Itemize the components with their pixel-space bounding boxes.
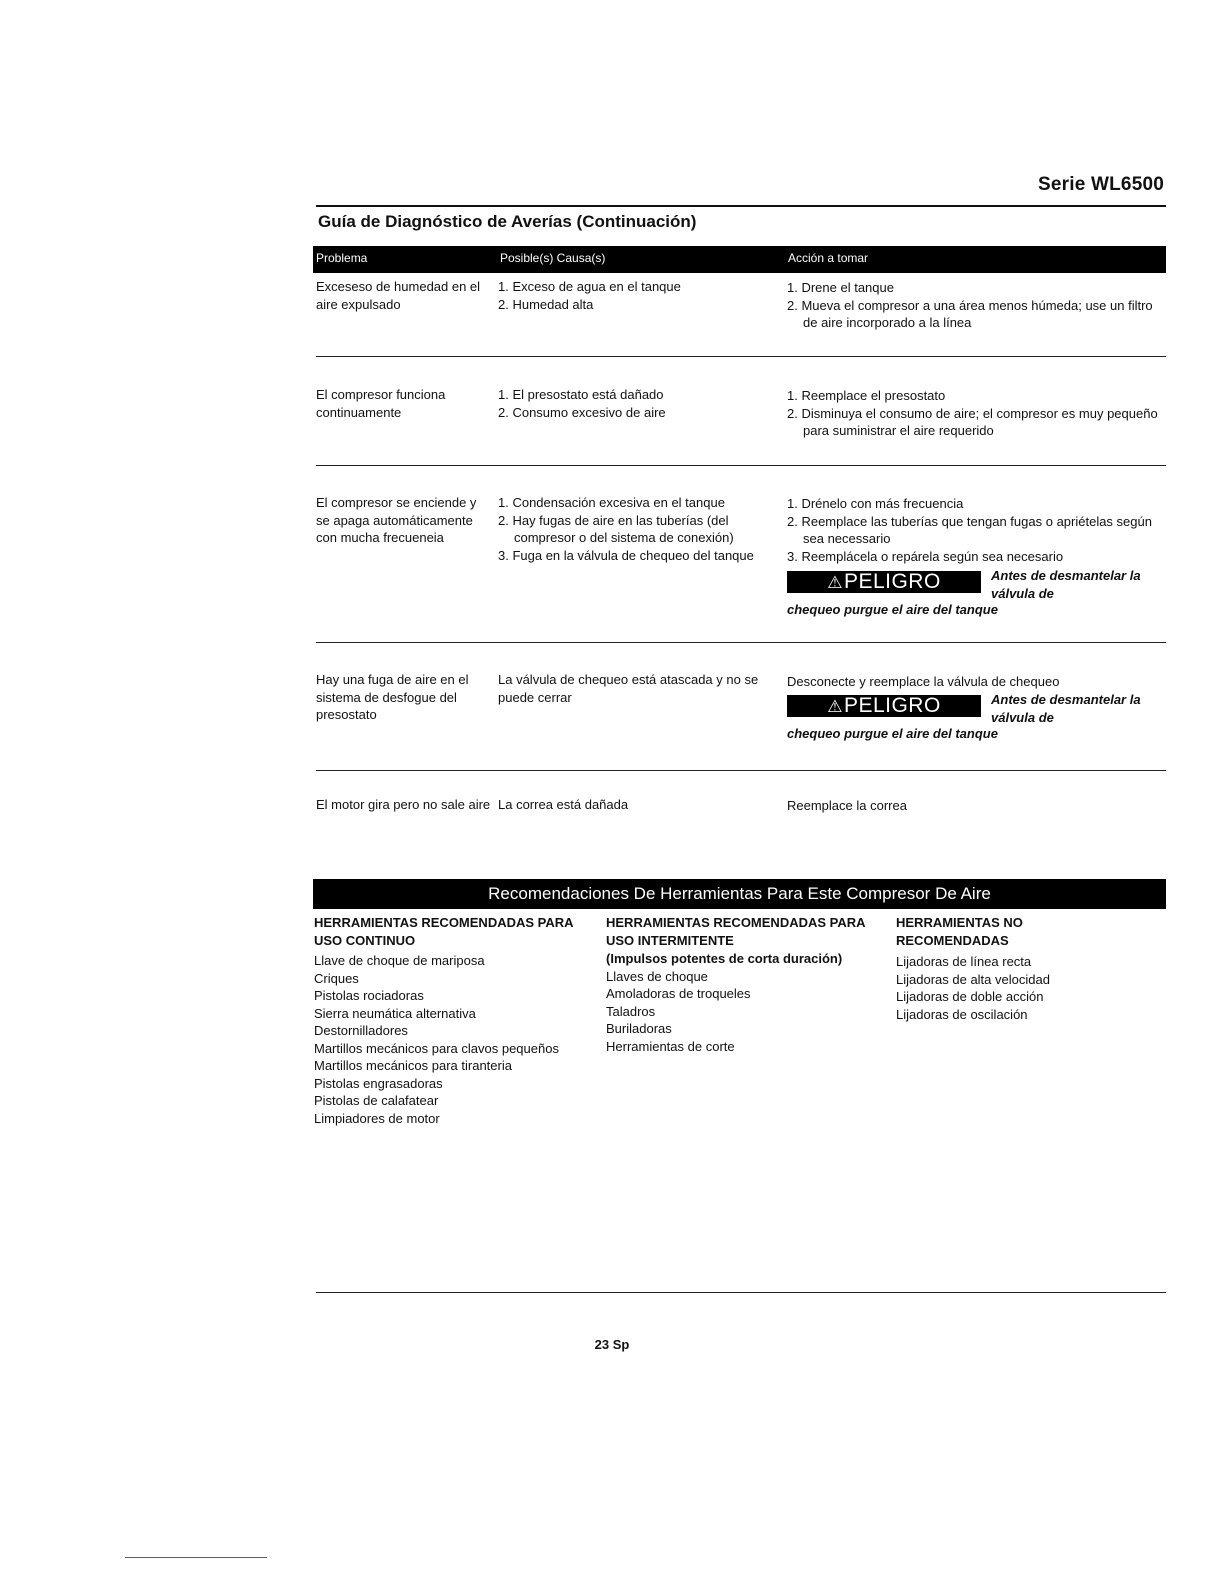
- cause-item: 1. El presostato está dañado: [498, 387, 664, 402]
- footer-divider: [316, 1292, 1166, 1293]
- row-divider: [316, 642, 1166, 643]
- action-item: Reemplace la correa: [787, 798, 907, 813]
- footer-link-line: [125, 1557, 267, 1558]
- tools-intermittent: [606, 914, 886, 1055]
- cause-item: 1. Exceso de agua en el tanque: [498, 279, 681, 294]
- list-item: Buriladoras: [606, 1021, 672, 1036]
- list-item: Destornilladores: [314, 1023, 408, 1038]
- danger-badge: ⚠PELIGRO: [787, 695, 981, 717]
- danger-warning: [787, 567, 1162, 625]
- list-item: Sierra neumática alternativa: [314, 1005, 476, 1021]
- series-title: Serie WL6500: [1038, 174, 1164, 195]
- tools-section-title: Recomendaciones De Herramientas Para Este Compresor De Aire: [313, 879, 1166, 909]
- list-item: Lijadoras de oscilación: [896, 1006, 1028, 1022]
- tools-not-recommended-list: [896, 953, 1116, 1023]
- list-item: Llave de choque de mariposa: [314, 953, 485, 968]
- action-item: 2. Mueva el compresor a una área menos húmeda; use un filtro de aire incorporado a la línea: [787, 297, 1153, 330]
- cause-item: La correa está dañada: [498, 797, 629, 812]
- warning-text: chequeo purgue el aire del tanque: [787, 602, 998, 617]
- row-divider: [316, 770, 1166, 771]
- action-item: 2. Reemplace las tuberías que tengan fugas o apriételas según sea necessario: [787, 513, 1152, 546]
- list-item: Limpiadores de motor: [314, 1110, 440, 1126]
- row-2-causes: [498, 386, 783, 421]
- action-item: 1. Drene el tanque: [787, 280, 894, 295]
- action-item: 3. Reemplácela o repárela según sea necesario: [787, 548, 1064, 564]
- list-item: Martillos mecánicos para tiranteria: [314, 1058, 512, 1073]
- row-4-actions: [787, 673, 1162, 691]
- column-header-action: Acción a tomar: [788, 251, 869, 265]
- row-divider: [316, 356, 1166, 357]
- action-item: 1. Drénelo con más frecuencia: [787, 496, 964, 511]
- tools-intermittent-list: [606, 968, 886, 1056]
- page-number: 23 Sp: [594, 1337, 630, 1352]
- row-2-problem: El compresor funciona continuamente: [316, 387, 446, 420]
- list-item: Lijadoras de doble acción: [896, 989, 1044, 1004]
- tools-continuous-list: [314, 952, 599, 1127]
- tools-continuous-heading: HERRAMIENTAS RECOMENDADAS PARA USO CONTINUO: [314, 915, 574, 948]
- warning-triangle-icon: ⚠: [827, 573, 843, 592]
- list-item: Amoladoras de troqueles: [606, 986, 751, 1001]
- action-item: 1. Reemplace el presostato: [787, 388, 946, 403]
- cause-item: 3. Fuga en la válvula de chequeo del tanque: [498, 547, 754, 563]
- row-4-problem: Hay una fuga de aire en el sistema de desfogue del presostato: [316, 672, 469, 722]
- danger-warning: [787, 691, 1162, 749]
- row-1-causes: [498, 278, 783, 313]
- action-item: 2. Disminuya el consumo de aire; el compresor es muy pequeño para suministrar el aire requerido: [787, 405, 1158, 438]
- column-header-causes: Posible(s) Causa(s): [500, 251, 606, 265]
- tools-not-recommended: [896, 914, 1116, 1023]
- warning-text: Antes de desmantelar la válvula de: [991, 692, 1141, 725]
- header-divider: [316, 205, 1166, 207]
- row-3-actions: [787, 495, 1162, 565]
- tools-intermittent-heading: HERRAMIENTAS RECOMENDADAS PARA USO INTERMITENTE: [606, 915, 866, 948]
- warning-text: Antes de desmantelar la válvula de: [991, 568, 1141, 601]
- list-item: Taladros: [606, 1003, 656, 1019]
- cause-item: 2. Humedad alta: [498, 296, 594, 312]
- table-header: [313, 246, 1166, 273]
- row-3-problem: El compresor se enciende y se apaga automáticamente con mucha frecueneia: [316, 495, 477, 545]
- guide-title: Guía de Diagnóstico de Averías (Continuación): [318, 212, 697, 231]
- row-5-causes: [498, 796, 783, 814]
- list-item: Llaves de choque: [606, 968, 708, 984]
- row-4-causes: [498, 671, 783, 706]
- list-item: Lijadoras de línea recta: [896, 954, 1032, 969]
- cause-item: La válvula de chequeo está atascada y no se puede cerrar: [498, 672, 759, 705]
- warning-text: chequeo purgue el aire del tanque: [787, 726, 998, 741]
- list-item: Pistolas engrasadoras: [314, 1075, 443, 1091]
- cause-item: 2. Hay fugas de aire en las tuberías (del compresor o del sistema de conexión): [498, 512, 734, 545]
- list-item: Pistolas rociadoras: [314, 988, 424, 1003]
- column-header-problem: Problema: [316, 251, 368, 265]
- cause-item: 1. Condensación excesiva en el tanque: [498, 495, 725, 510]
- tools-intermittent-subheading: (Impulsos potentes de corta duración): [606, 951, 843, 966]
- row-divider: [316, 465, 1166, 466]
- list-item: Martillos mecánicos para clavos pequeños: [314, 1040, 559, 1056]
- row-3-causes: [498, 494, 783, 564]
- row-2-actions: [787, 387, 1162, 440]
- list-item: Pistolas de calafatear: [314, 1093, 439, 1108]
- warning-triangle-icon: ⚠: [827, 697, 843, 716]
- list-item: Lijadoras de alta velocidad: [896, 971, 1050, 987]
- row-5-problem: El motor gira pero no sale aire: [316, 797, 491, 812]
- list-item: Criques: [314, 970, 359, 986]
- row-1-actions: [787, 279, 1162, 332]
- list-item: Herramientas de corte: [606, 1038, 735, 1054]
- row-5-actions: [787, 797, 1162, 815]
- tools-continuous: [314, 914, 599, 1127]
- tools-not-recommended-heading: HERRAMIENTAS NO RECOMENDADAS: [896, 915, 1023, 948]
- action-item: Desconecte y reemplace la válvula de chequeo: [787, 674, 1060, 689]
- danger-badge: ⚠PELIGRO: [787, 571, 981, 593]
- cause-item: 2. Consumo excesivo de aire: [498, 404, 666, 420]
- row-1-problem: Exceseso de humedad en el aire expulsado: [316, 279, 481, 312]
